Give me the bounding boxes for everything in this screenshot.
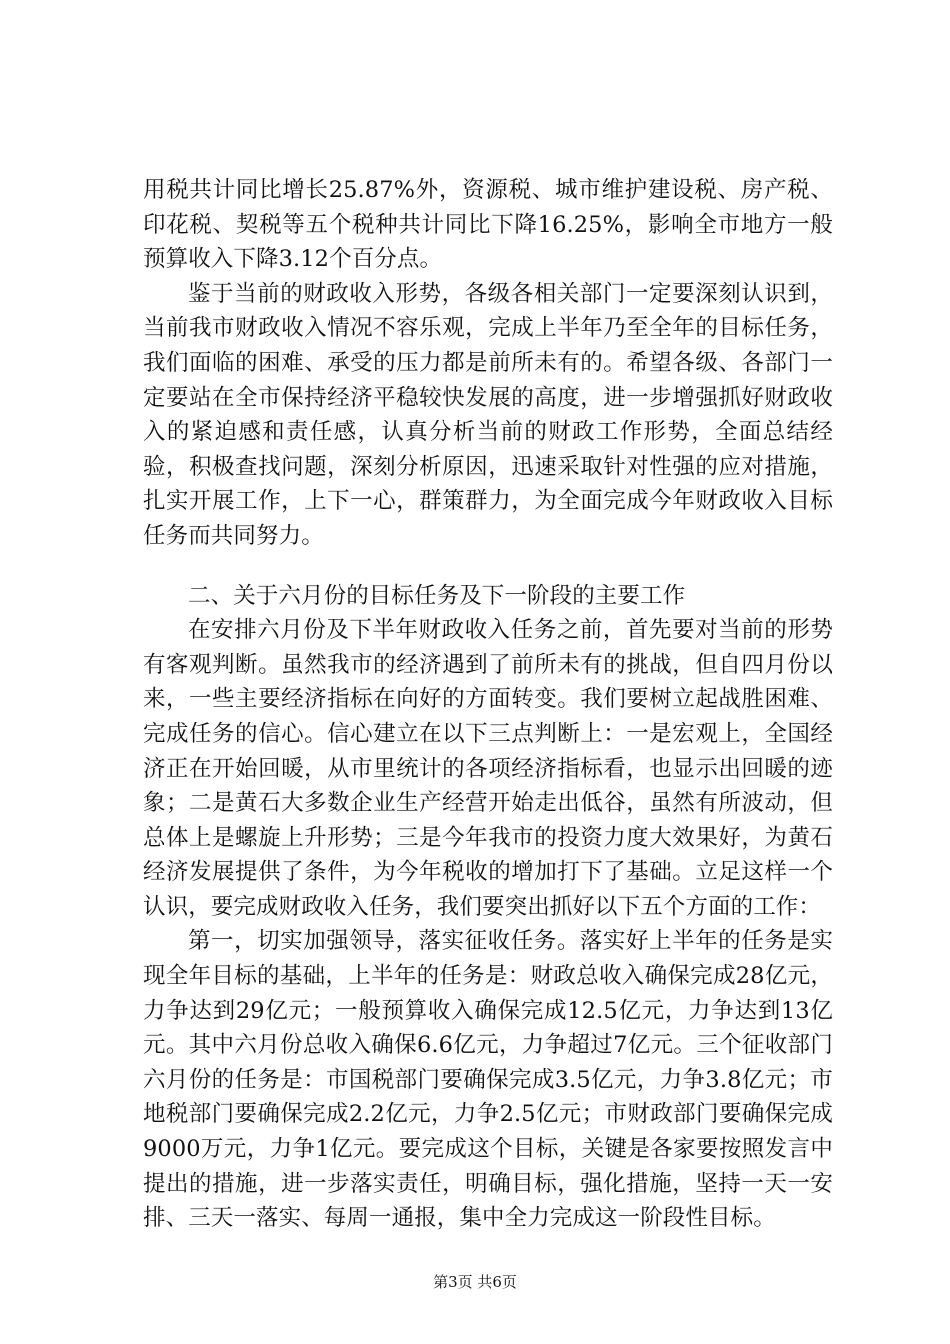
document-body xyxy=(143,173,833,1236)
paragraph-first-task: 第一，切实加强领导，落实征收任务。落实好上半年的任务是实现全年目标的基础，上半年的任务是：财政总收入确保完成28亿元，力争达到29亿元；一般预算收入确保完成12.5亿元，力争达到13亿元。其中六月份总收入确保6.6亿元，力争超过7亿元。三个征收部门六月份的任务是：市国税部门要确保完成3.5亿元，力争3.8亿元；市地税部门要确保完成2.2亿元，力争2.5亿元；市财政部门要确保完成9000万元，力争1亿元。要完成这个目标，关键是各家要按照发言中提出的措施，进一步落实责任，明确目标，强化措施，坚持一天一安排、三天一落实、每周一通报，集中全力完成这一阶段性目标。 xyxy=(143,928,833,1232)
section-heading: 二、关于六月份的目标任务及下一阶段的主要工作 xyxy=(188,582,686,609)
paragraph-revenue-situation: 鉴于当前的财政收入形势，各级各相关部门一定要深刻认识到，当前我市财政收入情况不容乐观，完成上半年乃至全年的目标任务，我们面临的困难、承受的压力都是前所未有的。希望各级、各部门一定要站在全市保持经济平稳较快发展的高度，进一步增强抓好财政收入的紧迫感和责任感，认真分析当前的财政工作形势，全面总结经验，积极查找问题，深刻分析原因，迅速采取针对性强的应对措施，扎实开展工作，上下一心，群策群力，为全面完成今年财政收入目标任务而共同努力。 xyxy=(143,280,833,549)
paragraph-situation-judgment: 在安排六月份及下半年财政收入任务之前，首先要对当前的形势有客观判断。虽然我市的经济遇到了前所未有的挑战，但自四月份以来，一些主要经济指标在向好的方面转变。我们要树立起战胜困难、完成任务的信心。信心建立在以下三点判断上：一是宏观上，全国经济正在开始回暖，从市里统计的各项经济指标看，也显示出回暖的迹象；二是黄石大多数企业生产经营开始走出低谷，虽然有所波动，但总体上是螺旋上升形势；三是今年我市的投资力度大效果好，为黄石经济发展提供了条件，为今年税收的增加打下了基础。立足这样一个认识，要完成财政收入任务，我们要突出抓好以下五个方面的工作： xyxy=(143,617,833,920)
paragraph-continued: 用税共计同比增长25.87%外，资源税、城市维护建设税、房产税、印花税、契税等五个税种共计同比下降16.25%，影响全市地方一般预算收入下降3.12个百分点。 xyxy=(143,177,833,273)
page-footer: 第3页 共6页 xyxy=(433,1273,517,1291)
